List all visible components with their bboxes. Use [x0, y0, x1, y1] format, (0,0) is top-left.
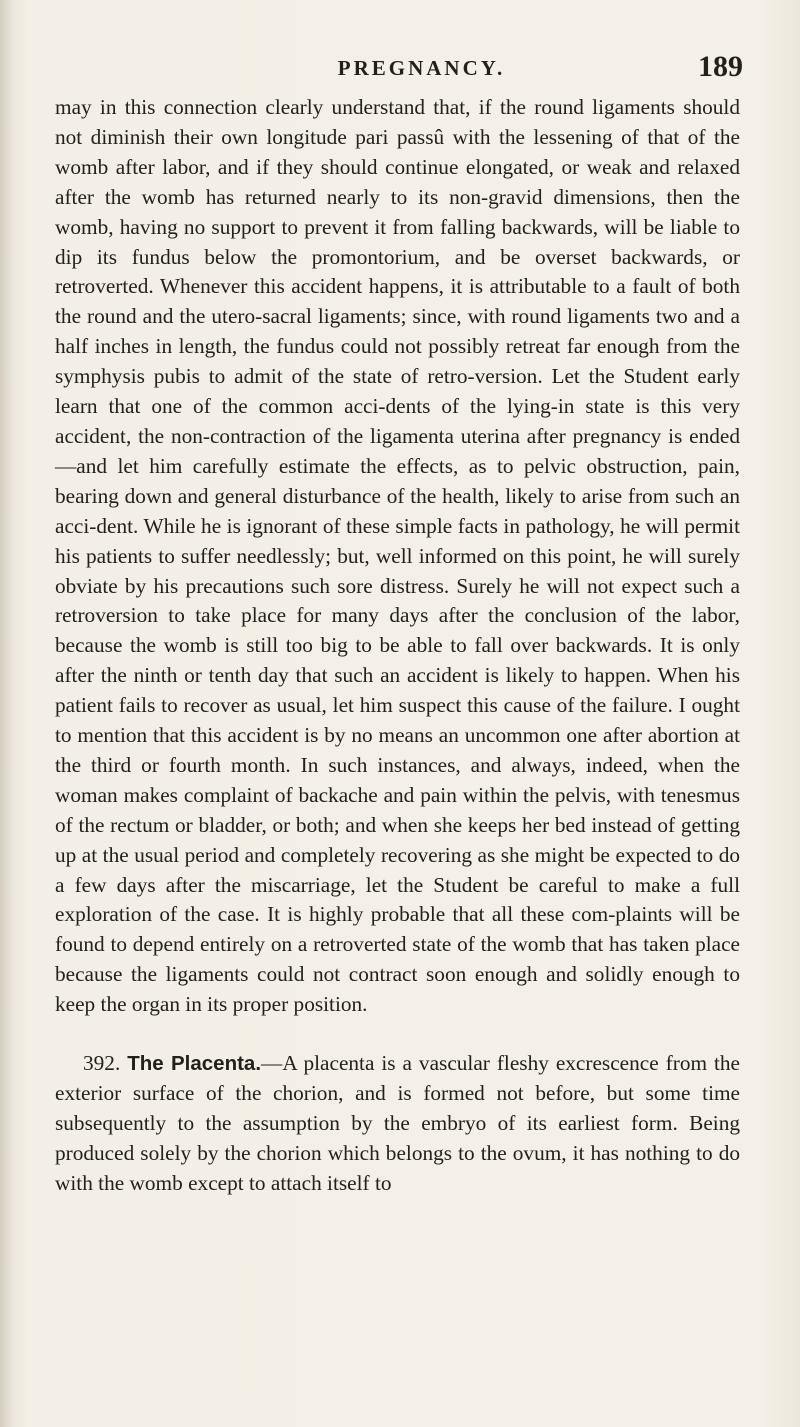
body-text — [55, 93, 740, 1199]
running-title: PREGNANCY. — [337, 56, 506, 80]
section-text: —A placenta is a vascular fleshy excrescence from the exterior surface of the chorion, and is formed not before, but some time subsequently to the assumption by the embryo of its earliest form. Being produced solely by the chorion which belongs to the ovum, it has nothing to do with the womb except to attach itself to — [55, 1051, 740, 1195]
paragraph-retroversion: may in this connection clearly understand that, if the round ligaments should not diminish their own longitude pari passû with the lessening of that of the womb after labor, and if they should continue elongated, or weak and relaxed after the womb has returned nearly to its non-gravid dimensions, then the womb, having no support to prevent it from falling backwards, will be liable to dip its fundus below the promontorium, and be overset backwards, or retroverted. Whenever this accident happens, it is attributable to a fault of both the round and the utero-sacral ligaments; since, with round ligaments two and a half inches in length, the fundus could not possibly retreat far enough from the symphysis pubis to admit of the state of retro-version. Let the Student early learn that one of the common acci-dents of the lying-in state is this very accident, the non-contraction of the ligamenta uterina after pregnancy is ended—and let him carefully estimate the effects, as to pelvic obstruction, pain, bearing down and general disturbance of the health, likely to arise from such an acci-dent. While he is ignorant of these simple facts in pathology, he will permit his patients to suffer needlessly; but, well informed on this point, he will surely obviate by his precautions such sore distress. Surely he will not expect such a retroversion to take place for many days after the conclusion of the labor, because the womb is still too big to be able to fall over backwards. It is only after the ninth or tenth day that such an accident is likely to happen. When his patient fails to recover as usual, let him suspect this cause of the failure. I ought to mention that this accident is by no means an uncommon one after abortion at the third or fourth month. In such instances, and always, indeed, when the woman makes complaint of backache and pain within the pelvis, with tenesmus of the rectum or bladder, or both; and when she keeps her bed instead of getting up at the usual period and completely recovering as she might be expected to do a few days after the miscarriage, let the Student be careful to make a full exploration of the case. It is highly probable that all these com-plaints will be found to depend entirely on a retroverted state of the womb that has taken place because the ligaments could not contract soon enough and solidly enough to keep the organ in its proper position. — [55, 95, 740, 1017]
section-heading: The Placenta. — [127, 1052, 262, 1076]
page-edge-shadow — [0, 0, 14, 1427]
running-head — [60, 50, 743, 90]
section-number: 392. — [83, 1051, 121, 1076]
paragraph-placenta — [55, 1049, 740, 1199]
page-number: 189 — [698, 50, 743, 83]
